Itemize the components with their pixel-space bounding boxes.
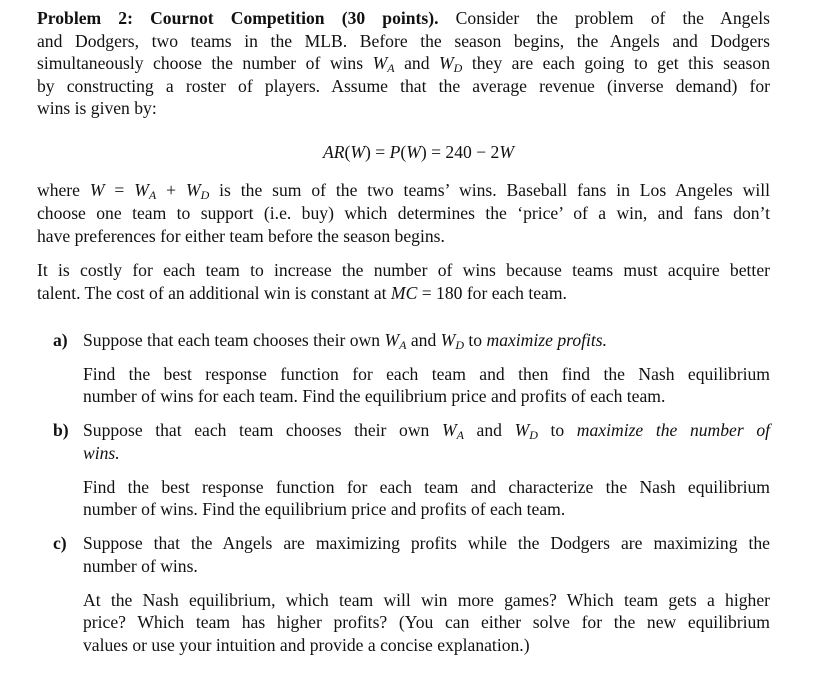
text: by constructing a roster of players. Assume that the average revenue (inverse demand) for xyxy=(37,76,770,96)
text-line xyxy=(37,97,770,119)
text: and xyxy=(394,53,440,73)
text-line xyxy=(83,363,770,385)
text-line xyxy=(83,442,770,464)
text: number of wins. Find the equilibrium price and profits of each team. xyxy=(83,499,566,519)
math-variable: AR xyxy=(322,142,345,162)
math-variable: $W_D$ xyxy=(185,180,210,202)
text-line xyxy=(83,419,770,441)
math-variable: $W_D$ xyxy=(514,420,538,442)
text-line xyxy=(83,329,770,351)
math-variable: W xyxy=(350,142,365,162)
text: + xyxy=(156,180,186,200)
text: they are each going to get this season xyxy=(462,53,770,73)
text: and Dodgers, two teams in the MLB. Before the season begins, the Angels and Dodgers xyxy=(37,31,770,51)
text-line xyxy=(83,589,770,611)
text: Find the best response function for each team and characterize the Nash equilibrium xyxy=(83,477,770,497)
math-variable: $W_A$ xyxy=(134,180,157,202)
text: At the Nash equilibrium, which team will win more games? Which team gets a higher xyxy=(83,590,770,610)
part-label: a) xyxy=(53,330,68,350)
text-line xyxy=(83,634,770,656)
text: have preferences for either team before the season begins. xyxy=(37,226,445,246)
text: is the sum of the two teams’ wins. Baseball fans in Los Angeles will xyxy=(209,180,770,200)
text: ) = xyxy=(365,142,390,162)
emphasis: maximize the number of xyxy=(576,420,771,440)
part-label: c) xyxy=(53,533,67,553)
problem-title: Problem 2: Cournot Competition (30 points). xyxy=(37,8,439,28)
text-line xyxy=(83,498,770,520)
text: It is costly for each team to increase the number of wins because teams must acquire better xyxy=(37,260,770,280)
text-line xyxy=(37,259,770,281)
demand-equation xyxy=(0,141,837,163)
emphasis: maximize profits. xyxy=(486,330,608,350)
text: ) = 240 − 2 xyxy=(420,142,500,162)
text-line xyxy=(83,611,770,633)
text-line xyxy=(37,202,770,224)
math-variable: W xyxy=(499,142,514,162)
text: and xyxy=(406,330,441,350)
subscript: A xyxy=(399,338,407,352)
subscript: D xyxy=(453,61,463,75)
text: number of wins for each team. Find the equilibrium price and profits of each team. xyxy=(83,386,666,406)
text-line xyxy=(37,179,770,201)
text: choose one team to support (i.e. buy) which determines the ‘price’ of a win, and fans don’t xyxy=(37,203,770,223)
math-variable: P xyxy=(389,142,401,162)
text-line xyxy=(37,7,770,29)
math-variable: $W_A$ xyxy=(384,330,407,352)
text-line xyxy=(37,30,770,52)
math-variable: MC xyxy=(390,283,418,303)
text-line xyxy=(83,476,770,498)
text: to xyxy=(537,420,577,440)
text: simultaneously choose the number of wins xyxy=(37,53,373,73)
text: where xyxy=(37,180,90,200)
text-line xyxy=(37,52,770,74)
math-variable: W xyxy=(406,142,421,162)
math-variable: $W_A$ xyxy=(372,53,395,75)
text: to xyxy=(464,330,487,350)
text: ( xyxy=(400,142,407,162)
text-line xyxy=(83,555,770,577)
math-variable: $W_D$ xyxy=(439,53,463,75)
text: and xyxy=(463,420,515,440)
text: wins is given by: xyxy=(37,98,157,118)
text: price? Which team has higher profits? (You can either solve for the new equilibrium xyxy=(83,612,770,632)
text: = xyxy=(104,180,135,200)
subscript: D xyxy=(200,188,210,202)
subscript: A xyxy=(148,188,157,202)
text: talent. The cost of an additional win is constant at xyxy=(37,283,391,303)
math-variable: $W_A$ xyxy=(441,420,464,442)
text: number of wins. xyxy=(83,556,198,576)
text-line xyxy=(37,75,770,97)
math-variable: W xyxy=(89,180,105,200)
text: Consider the problem of the Angels xyxy=(438,8,770,28)
text: ( xyxy=(344,142,351,162)
text: = 180 for each team. xyxy=(417,283,567,303)
text: Suppose that the Angels are maximizing profits while the Dodgers are maximizing the xyxy=(83,533,770,553)
text: Find the best response function for each team and then find the Nash equilibrium xyxy=(83,364,770,384)
part-label: b) xyxy=(53,420,69,440)
text: Suppose that each team chooses their own xyxy=(83,330,385,350)
subscript: D xyxy=(529,428,538,442)
text-line xyxy=(83,532,770,554)
text: values or use your intuition and provide a concise explanation.) xyxy=(83,635,530,655)
text-line xyxy=(37,282,770,304)
text-line xyxy=(37,225,770,247)
subscript: D xyxy=(455,338,464,352)
text: Suppose that each team chooses their own xyxy=(83,420,442,440)
text-line xyxy=(83,385,770,407)
subscript: A xyxy=(456,428,464,442)
math-variable: $W_D$ xyxy=(440,330,464,352)
subscript: A xyxy=(387,61,395,75)
emphasis: wins. xyxy=(83,443,120,463)
